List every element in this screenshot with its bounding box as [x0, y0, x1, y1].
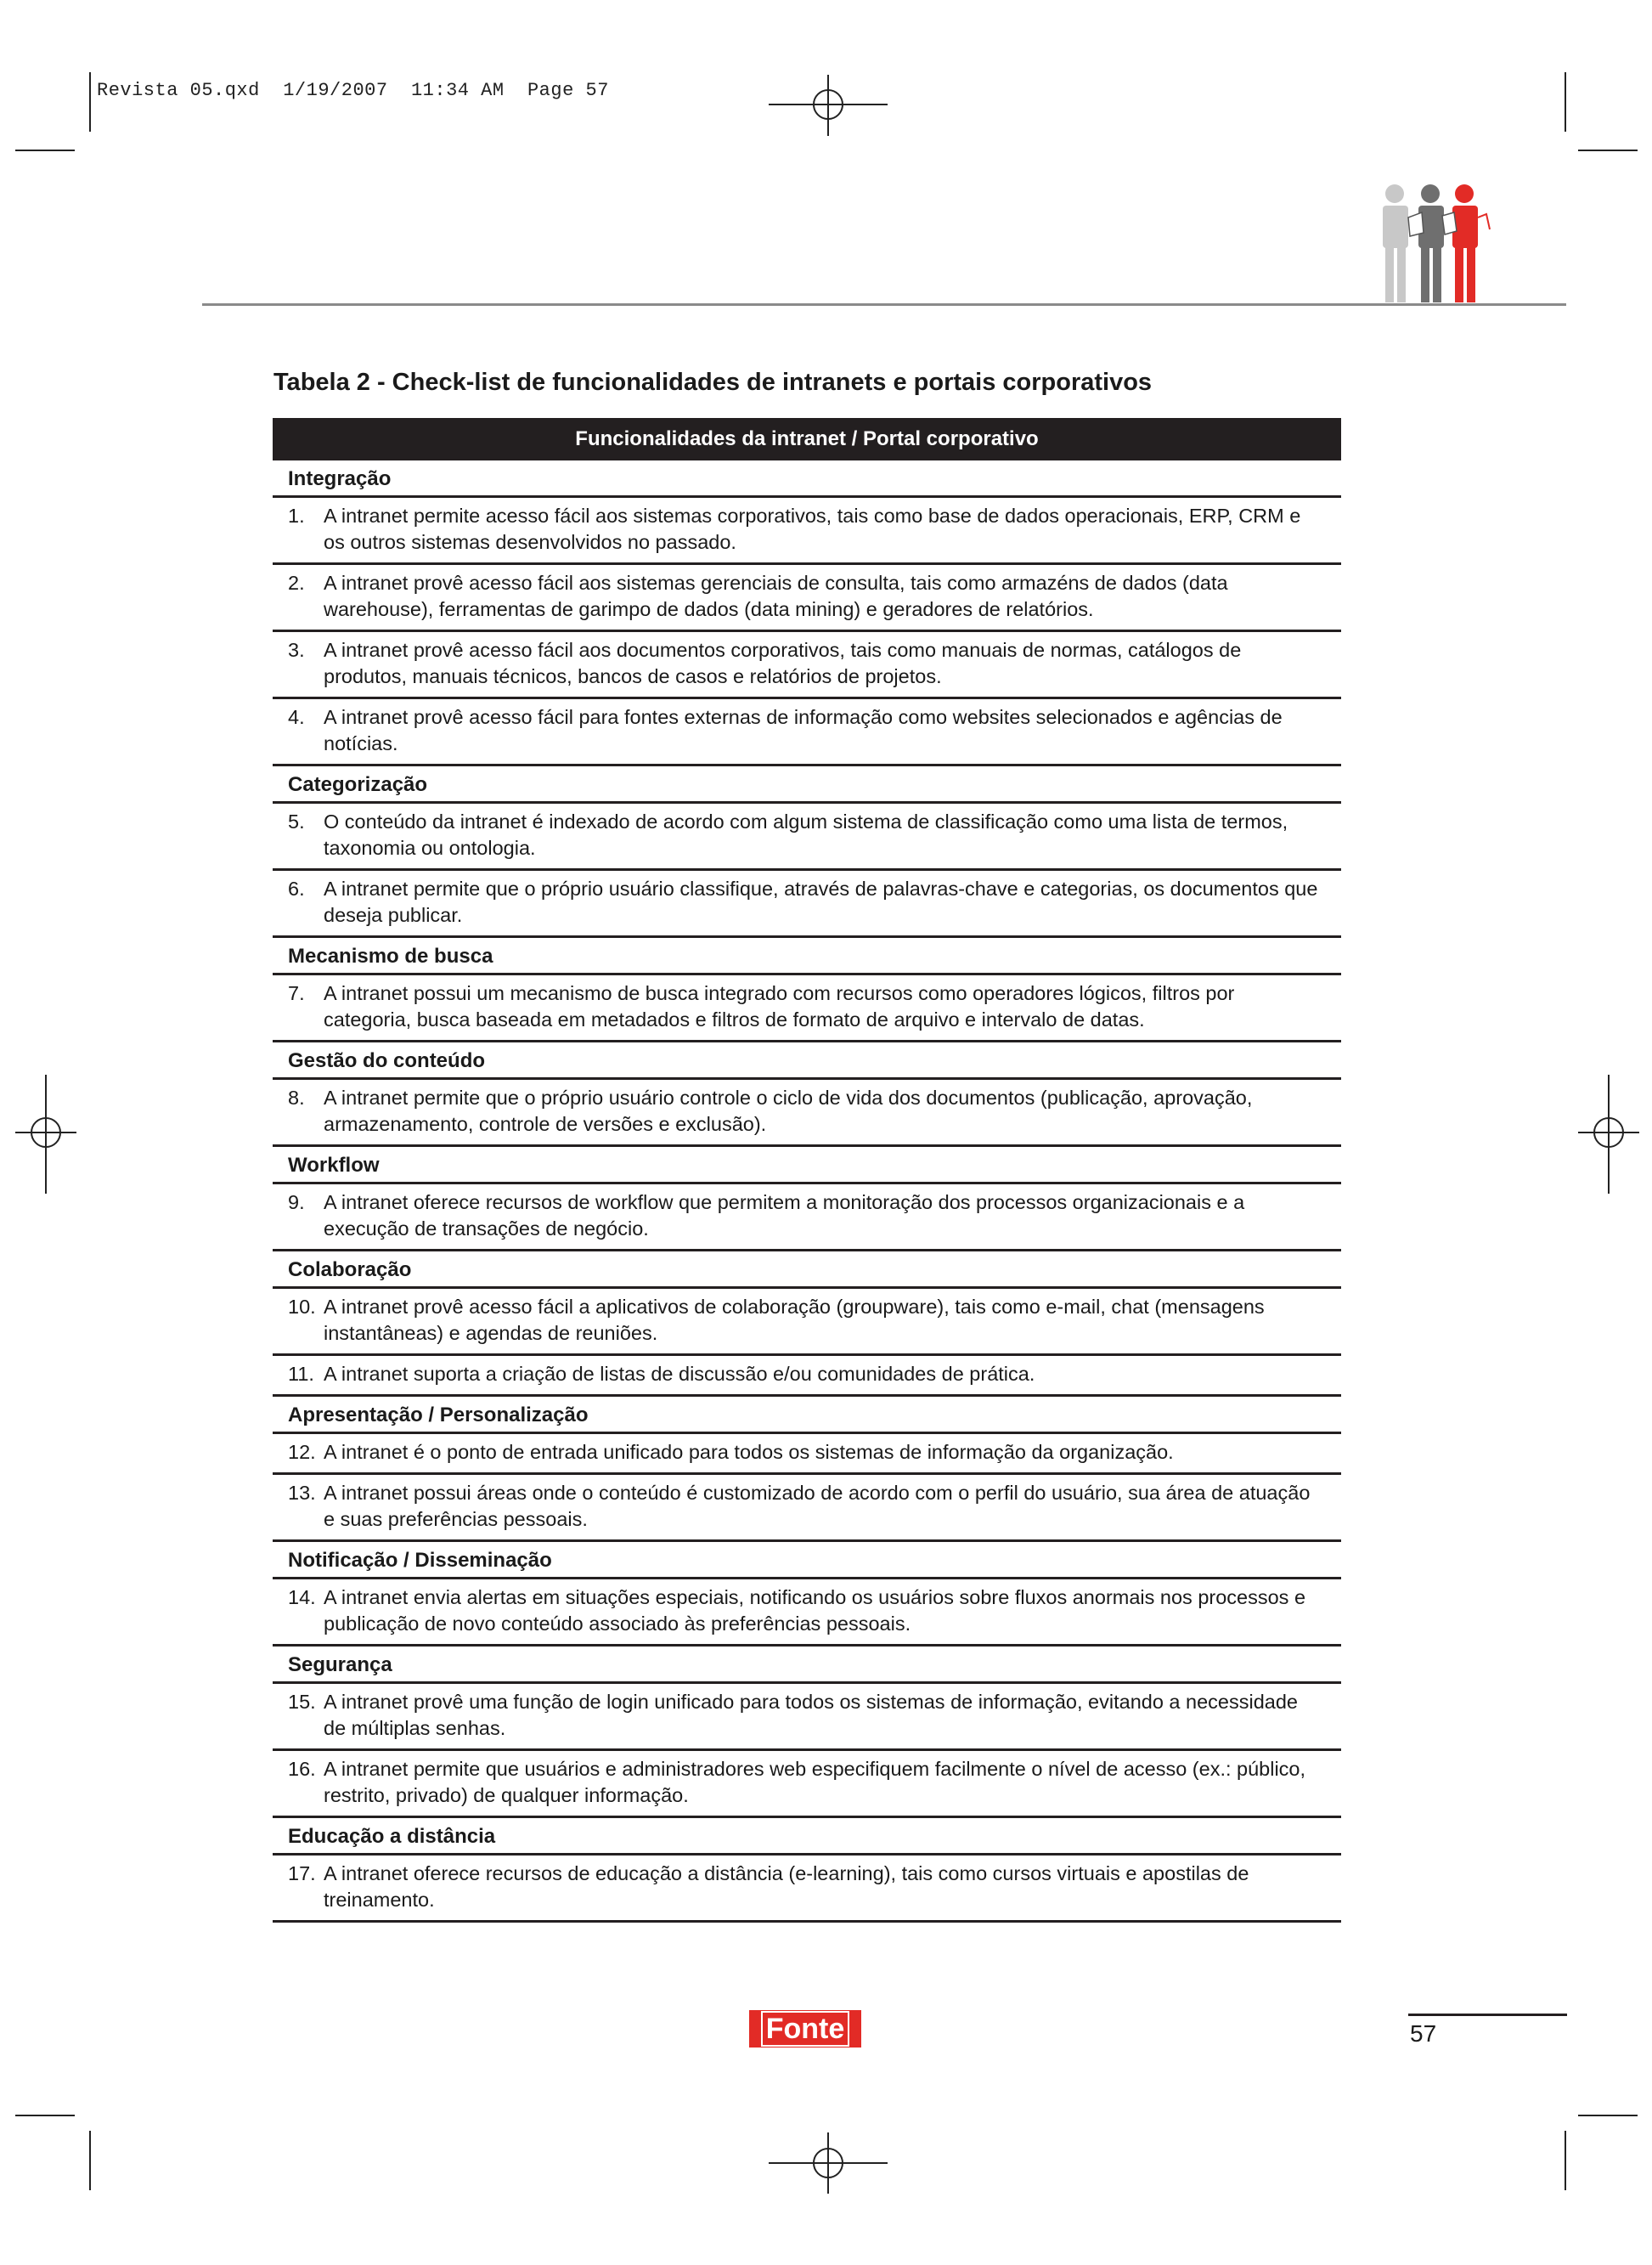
section-heading: Categorização — [273, 766, 1341, 804]
item-number: 4. — [288, 706, 305, 728]
table-row — [273, 804, 1341, 871]
section-heading: Notificação / Disseminação — [273, 1542, 1341, 1579]
item-text: A intranet possui um mecanismo de busca integrado com recursos como operadores lógicos, filtros por categoria, busca baseada em metadados e filtros de formato de arquivo e intervalo de datas. — [324, 982, 1235, 1031]
section-heading: Mecanismo de busca — [273, 938, 1341, 975]
table-row — [273, 632, 1341, 699]
table-row — [273, 1434, 1341, 1475]
crop-mark — [1578, 2115, 1638, 2116]
item-text: A intranet permite que o próprio usuário controle o ciclo de vida dos documentos (publicação, aprovação, armazenamento, controle de versões e exclusão). — [324, 1087, 1253, 1135]
item-text: A intranet possui áreas onde o conteúdo é customizado de acordo com o perfil do usuário, sua área de atuação e suas preferências pessoais. — [324, 1482, 1311, 1530]
item-number: 14. — [288, 1586, 316, 1608]
table-row — [273, 1184, 1341, 1251]
item-number: 11. — [288, 1363, 314, 1385]
table-title: Tabela 2 - Check-list de funcionalidades de intranets e portais corporativos — [273, 369, 1153, 396]
table-row — [273, 699, 1341, 766]
fonte-logo-text: Fonte — [761, 2011, 850, 2047]
item-text: O conteúdo da intranet é indexado de acordo com algum sistema de classificação como uma lista de termos, taxonomia ou ontologia. — [324, 811, 1288, 859]
section-heading: Integração — [273, 460, 1341, 498]
table-row — [273, 1356, 1341, 1397]
item-text: A intranet provê acesso fácil para fontes externas de informação como websites selecionados e agências de notícias. — [324, 706, 1283, 754]
item-text: A intranet provê uma função de login unificado para todos os sistemas de informação, evitando a necessidade de múltiplas senhas. — [324, 1691, 1298, 1739]
table-row — [273, 1855, 1341, 1923]
item-text: A intranet suporta a criação de listas de discussão e/ou comunidades de prática. — [324, 1363, 1035, 1385]
section-heading: Colaboração — [273, 1251, 1341, 1289]
item-number: 2. — [288, 572, 305, 594]
item-text: A intranet provê acesso fácil aos documentos corporativos, tais como manuais de normas, catálogos de produtos, manuais técnicos, bancos de casos e relatórios de projetos. — [324, 639, 1242, 687]
item-number: 15. — [288, 1691, 316, 1713]
people-logo-icon — [1369, 184, 1497, 304]
crop-mark — [15, 150, 75, 151]
item-text: A intranet provê acesso fácil a aplicativos de colaboração (groupware), tais como e-mail, chat (mensagens instantâneas) e agendas de reuniões. — [324, 1296, 1265, 1344]
table-row — [273, 498, 1341, 565]
item-number: 12. — [288, 1441, 316, 1463]
item-number: 8. — [288, 1087, 305, 1109]
item-text: A intranet provê acesso fácil aos sistemas gerenciais de consulta, tais como armazéns de dados (data warehouse), ferramentas de garimpo de dados (data mining) e geradores de relatórios. — [324, 572, 1228, 620]
page-number-rule — [1408, 2014, 1567, 2016]
table-row — [273, 1080, 1341, 1147]
crop-mark — [1565, 2131, 1566, 2190]
item-text: A intranet é o ponto de entrada unificado para todos os sistemas de informação da organização. — [324, 1441, 1174, 1463]
item-number: 6. — [288, 878, 305, 900]
item-text: A intranet permite acesso fácil aos sistemas corporativos, tais como base de dados operacionais, ERP, CRM e os outros sistemas desenvolvidos no passado. — [324, 505, 1301, 553]
table-row — [273, 871, 1341, 938]
table-header: Funcionalidades da intranet / Portal corporativo — [273, 418, 1341, 460]
section-heading: Apresentação / Personalização — [273, 1397, 1341, 1434]
table-row — [273, 1579, 1341, 1647]
page-number: 57 — [1410, 2020, 1437, 2047]
table-row — [273, 1289, 1341, 1356]
table-row — [273, 1751, 1341, 1818]
table-row — [273, 1475, 1341, 1542]
crop-mark — [89, 2131, 91, 2190]
item-number: 1. — [288, 505, 305, 527]
crop-mark — [1578, 150, 1638, 151]
print-slug: Revista 05.qxd 1/19/2007 11:34 AM Page 57 — [97, 80, 609, 101]
section-heading: Educação a distância — [273, 1818, 1341, 1855]
table-row — [273, 565, 1341, 632]
section-heading: Workflow — [273, 1147, 1341, 1184]
fonte-logo — [749, 2010, 861, 2048]
header-rule — [202, 303, 1566, 306]
item-text: A intranet envia alertas em situações especiais, notificando os usuários sobre fluxos anormais nos processos e publicação de novo conteúdo associado às preferências pessoais. — [324, 1586, 1306, 1635]
table-row — [273, 975, 1341, 1042]
crop-mark — [15, 2115, 75, 2116]
table-row — [273, 1684, 1341, 1751]
item-text: A intranet oferece recursos de educação a distância (e-learning), tais como cursos virtuais e apostilas de treinamento. — [324, 1862, 1249, 1911]
item-text: A intranet permite que usuários e administradores web especifiquem facilmente o nível de acesso (ex.: público, restrito, privado) de qualquer informação. — [324, 1758, 1306, 1806]
item-number: 17. — [288, 1862, 316, 1884]
item-text: A intranet permite que o próprio usuário classifique, através de palavras-chave e categorias, os documentos que deseja publicar. — [324, 878, 1318, 926]
checklist-table — [273, 418, 1341, 1923]
crop-mark — [1565, 72, 1566, 132]
item-number: 16. — [288, 1758, 316, 1780]
item-number: 10. — [288, 1296, 316, 1318]
item-text: A intranet oferece recursos de workflow que permitem a monitoração dos processos organizacionais e a execução de transações de negócio. — [324, 1191, 1245, 1240]
item-number: 13. — [288, 1482, 316, 1504]
section-heading: Segurança — [273, 1647, 1341, 1684]
item-number: 7. — [288, 982, 305, 1004]
item-number: 9. — [288, 1191, 305, 1213]
item-number: 5. — [288, 811, 305, 833]
crop-mark — [89, 72, 91, 132]
item-number: 3. — [288, 639, 305, 661]
section-heading: Gestão do conteúdo — [273, 1042, 1341, 1080]
